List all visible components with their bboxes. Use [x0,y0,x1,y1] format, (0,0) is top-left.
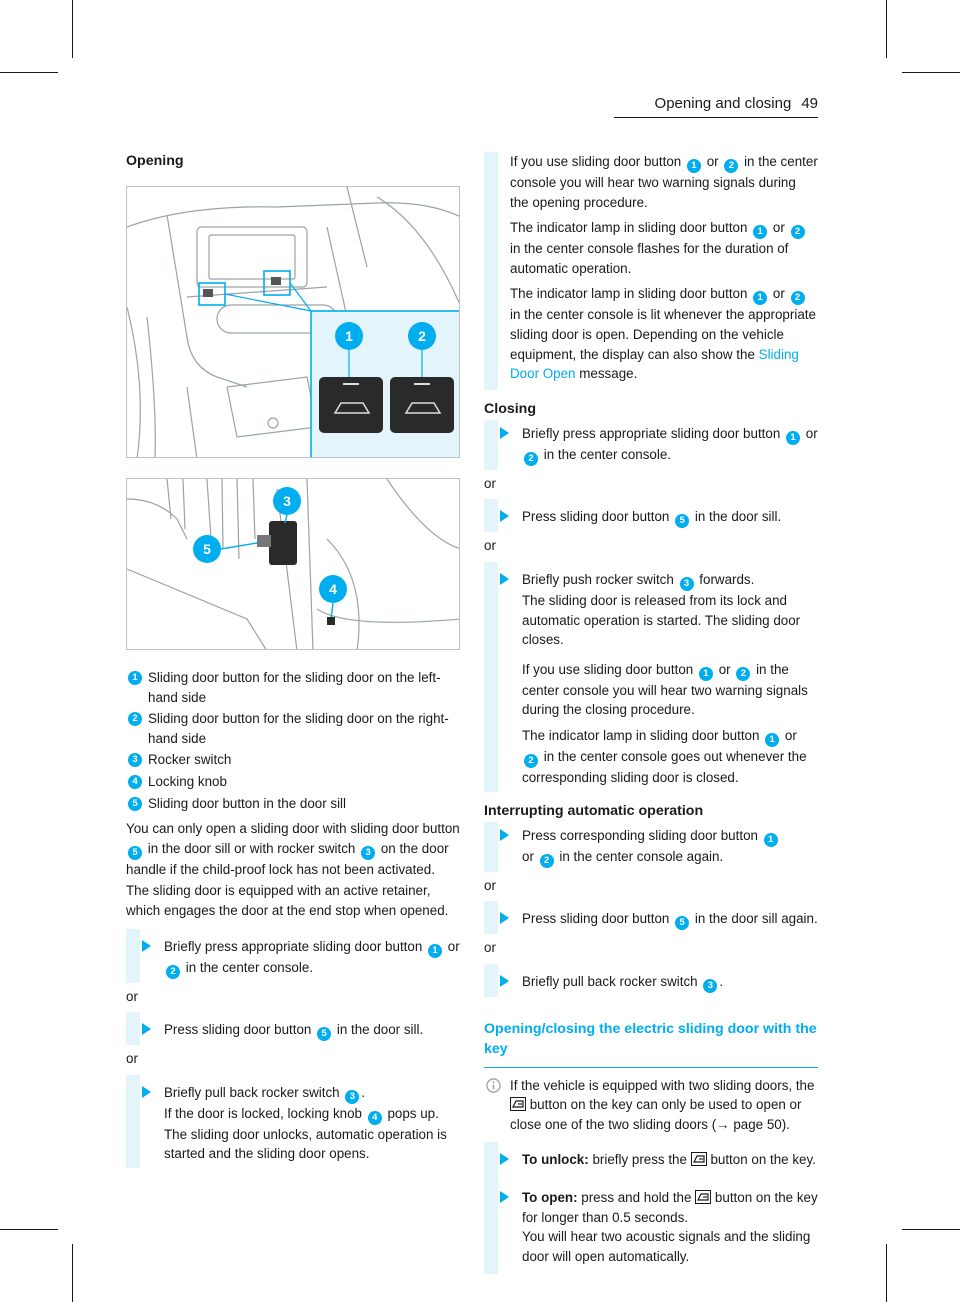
instruction-step: To open: press and hold the button on the key for longer than 0.5 seconds. You will hear two acoustic signals and the sliding door will open automatically. [510,1174,818,1274]
paragraph: The sliding door is equipped with an active retainer, which engages the door at the end stop when opened. [126,883,449,918]
paragraph: If you use sliding door button 1 or 2 in the center console you will hear two warning signals during the closing procedure. [522,661,808,718]
figure-center-console [126,186,460,458]
instruction-step: Press sliding door button 5 in the door sill again. [510,901,818,934]
legend-item [126,750,460,770]
crop-mark [886,0,887,58]
legend [126,668,460,813]
instruction-block [484,1142,818,1274]
callout-1: 1 [128,671,142,685]
legend-text: Sliding door button for the sliding door on the left-hand side [148,670,441,705]
arrow-icon [500,427,509,439]
arrow-icon [142,1086,151,1098]
door-sill-illustration [127,479,460,650]
crop-mark [902,72,960,73]
section-title: Opening/closing the electric sliding door with the key [484,1020,817,1057]
callout-3: 3 [128,753,142,767]
legend-item [126,794,460,814]
svg-text:3: 3 [283,493,291,509]
legend-text: Rocker switch [148,752,232,768]
instruction-step: Press corresponding sliding door button 1 or 2 in the center console again. [510,822,818,872]
or-text: or [126,1051,138,1067]
svg-text:2: 2 [418,328,426,344]
left-column [126,150,460,1168]
legend-text: Locking knob [148,773,227,789]
arrow-icon [500,1191,509,1203]
paragraph: If you use sliding door button 1 or 2 in the center console you will hear two warning signals during the opening procedure. [510,154,818,210]
legend-item [126,772,460,792]
svg-text:1: 1 [345,328,353,344]
instruction-step: Briefly pull back rocker switch 3 . If the door is locked, locking knob 4 pops up. The sliding door unlocks, automatic operation is started and the sliding door opens. [152,1075,460,1168]
paragraph: The indicator lamp in sliding door button 1 or 2 in the center console goes out whenever the corresponding sliding door is closed. [522,727,807,785]
running-header [655,94,818,114]
arrow-icon [500,975,509,987]
interrupt-heading: Interrupting automatic operation [484,802,704,819]
instruction-block [484,822,818,872]
or-text: or [126,988,138,1004]
page-number: 49 [801,95,818,112]
instruction-step: Briefly press appropriate sliding door button 1 or 2 in the center console. [510,420,818,470]
header-title: Opening and closing [654,95,792,112]
sliding-door-key-icon [695,1190,711,1204]
continuation-block [484,152,818,390]
sliding-door-key-icon [691,1152,707,1166]
display-message: Sliding Door Open [510,346,799,382]
instruction-block [126,1075,460,1168]
or-text: or [484,877,496,893]
crop-mark [0,1229,58,1230]
info-icon [486,1078,501,1093]
crop-mark [902,1229,960,1230]
legend-text: Sliding door button in the door sill [148,795,347,811]
instruction-block [484,499,818,532]
header-rule [614,117,818,118]
instruction-step: To unlock: briefly press the button on the key. [510,1142,818,1174]
arrow-icon [500,510,509,522]
instruction-block [484,562,818,792]
callout-2: 2 [128,712,142,726]
or-text: or [484,940,496,956]
arrow-icon [500,912,509,924]
legend-item [126,668,460,707]
instruction-block [484,964,818,997]
arrow-icon [142,940,151,952]
instruction-block [126,929,460,983]
instruction-block [484,901,818,934]
instruction-step: Press sliding door button 5 in the door sill. [152,1012,460,1045]
instruction-step: Briefly push rocker switch 3 forwards. The sliding door is released from its lock and automatic operation is started. The sliding door closes. [510,562,818,654]
crop-mark [72,0,73,58]
paragraph: You can only open a sliding door with sliding door button 5 in the door sill or with rocker switch 3 on the door handle if the child-proof lock has not been activated. [126,821,460,877]
figure-door-sill [126,478,460,650]
callout-5: 5 [128,797,142,811]
arrow-icon [500,573,509,585]
callout-4: 4 [128,775,142,789]
center-console-illustration [127,187,460,458]
crop-mark [886,1244,887,1302]
section-rule [484,1067,818,1068]
paragraph: The indicator lamp in sliding door button 1 or 2 in the center console flashes for the duration of automatic operation. [510,218,818,278]
instruction-step: Briefly pull back rocker switch 3 . [510,964,818,997]
closing-heading: Closing [484,400,537,417]
instruction-step: Press sliding door button 5 in the door sill. [510,499,818,532]
svg-text:4: 4 [329,581,337,597]
instruction-block [126,1012,460,1045]
instruction-step: Briefly press appropriate sliding door button 1 or 2 in the center console. [152,929,460,983]
opening-heading: Opening [126,153,184,169]
arrow-icon [142,1023,151,1035]
right-column [484,152,818,1274]
legend-item [126,709,460,748]
paragraph: The indicator lamp in sliding door button 1 or 2 in the center console is lit whenever the appropriate sliding door is open. Depending on the vehicle equipment, the display can also show the Sliding Door Open message. [510,286,816,382]
instruction-block [484,420,818,470]
or-text: or [484,475,496,491]
arrow-icon [500,1153,509,1165]
or-text: or [484,538,496,554]
legend-text: Sliding door button for the sliding door on the right-hand side [148,711,449,746]
arrow-icon [500,829,509,841]
svg-text:5: 5 [203,541,211,557]
crop-mark [72,1244,73,1302]
info-note: If the vehicle is equipped with two sliding doors, the button on the key can only be used to open or close one of the two sliding doors (→ page 50). [484,1076,818,1135]
crop-mark [0,72,58,73]
sliding-door-key-icon [510,1097,526,1111]
